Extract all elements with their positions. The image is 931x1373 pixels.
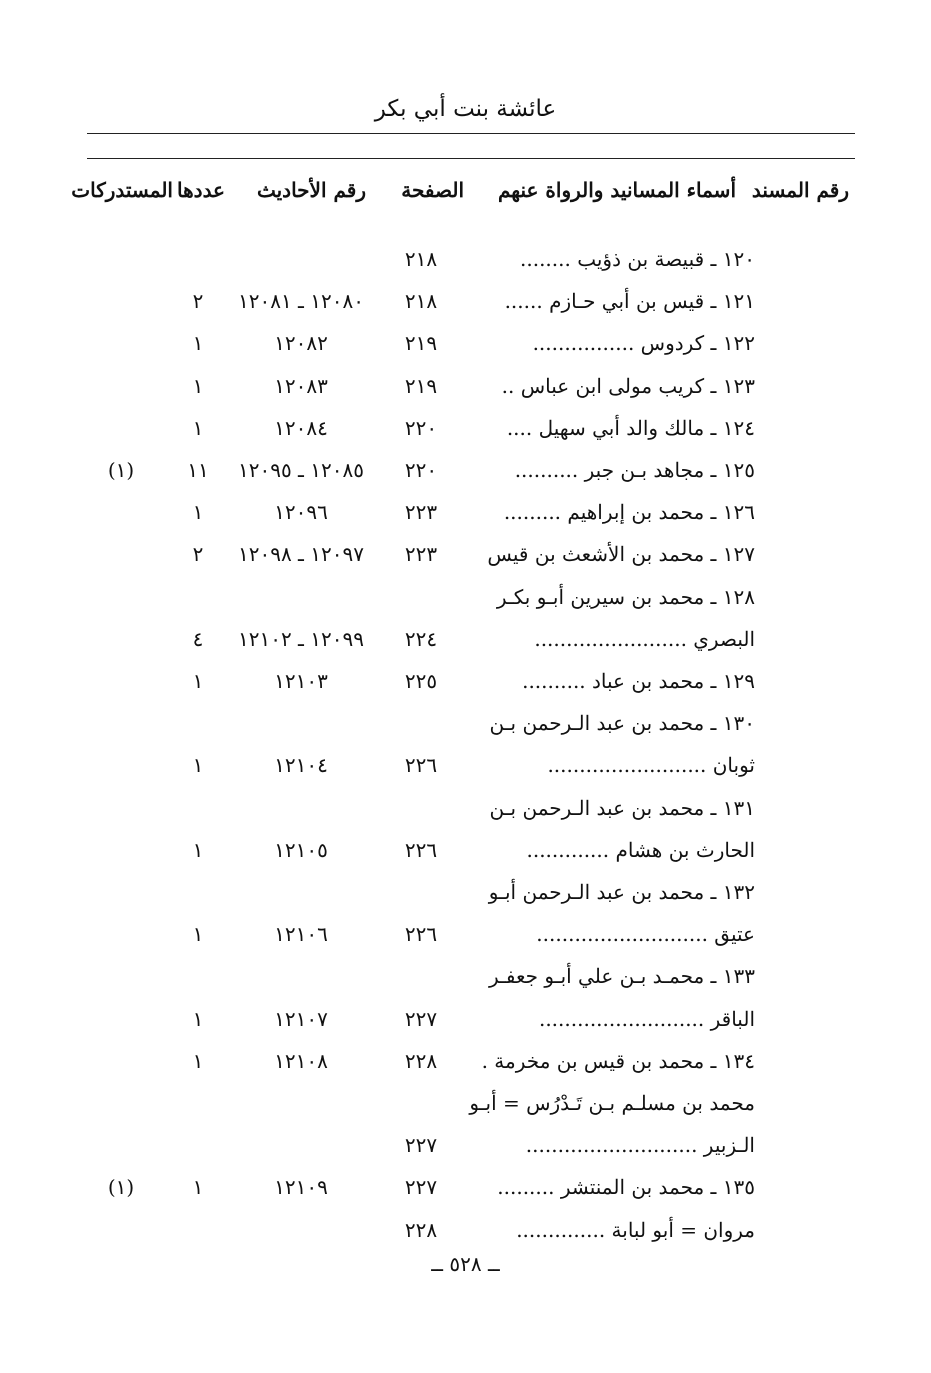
page-ref: ٢٢٣ bbox=[404, 500, 438, 525]
page-ref: ٢١٨ bbox=[404, 247, 438, 271]
hadith-count: ١١ bbox=[187, 458, 209, 482]
entry-name: ١٢١ ـ قيس بن أبي حـازم ...... bbox=[504, 289, 755, 314]
page-ref: ٢٢٧ bbox=[404, 1006, 438, 1031]
hadith-count: ١ bbox=[192, 837, 204, 862]
page-number: ــ ٥٢٨ ــ bbox=[431, 1252, 500, 1276]
table-row bbox=[0, 374, 931, 414]
hadith-numbers: ١٢٠٨٣ bbox=[274, 373, 328, 398]
entry-name: ١٢٣ ـ كريب مولى ابن عباس .. bbox=[501, 373, 755, 398]
table-row bbox=[0, 922, 931, 962]
table-row bbox=[0, 627, 931, 667]
hadith-numbers: ١٢١٠٧ bbox=[274, 1006, 328, 1031]
hadith-count: ١ bbox=[192, 922, 204, 947]
table-row bbox=[0, 331, 931, 371]
entry-name: ١٣٣ ـ محمـد بـن علي أبـو جعفـر bbox=[489, 964, 755, 989]
table-row bbox=[0, 964, 931, 1004]
page-ref: ٢٢٦ bbox=[404, 753, 438, 778]
entry-name: ١٣٤ ـ محمد بن قيس بن مخرمة . bbox=[481, 1048, 755, 1073]
hadith-numbers: ١٢١٠٨ bbox=[274, 1048, 328, 1073]
hadith-count: ١ bbox=[192, 500, 204, 525]
page-ref: ٢١٨ bbox=[404, 289, 438, 314]
hadith-count: ٤ bbox=[192, 626, 204, 651]
hadith-count: ٢ bbox=[192, 542, 204, 567]
hadith-numbers: ١٢١٠٣ bbox=[274, 669, 328, 693]
hadith-numbers: ١٢٠٩٦ bbox=[274, 500, 328, 525]
entry-name: ١٢٥ ـ مجاهد بـن جبر .......... bbox=[514, 458, 755, 482]
table-row bbox=[0, 880, 931, 920]
entry-name: محمد بن مسلـم بـن تَـدْرُس = أبـو bbox=[469, 1091, 755, 1115]
hadith-count: ١ bbox=[192, 1175, 204, 1200]
column-header-names: أسماء المسانيد والرواة عنهم bbox=[497, 178, 736, 202]
entry-name: ١٣٠ ـ محمد بن عبد الـرحمن بـن bbox=[489, 711, 755, 736]
table-row bbox=[0, 542, 931, 582]
entry-name: ١٢٩ ـ محمد بن عباد .......... bbox=[522, 669, 755, 693]
page-ref: ٢٢٦ bbox=[404, 837, 438, 862]
header-rule-bottom bbox=[87, 158, 855, 159]
column-header-page: الصفحة bbox=[401, 178, 464, 202]
hadith-count: ١ bbox=[192, 331, 204, 356]
table-row bbox=[0, 669, 931, 709]
entry-name: الباقر .......................... bbox=[538, 1006, 755, 1031]
table-row bbox=[0, 289, 931, 329]
entry-name: ١٢٦ ـ محمد بن إبراهيم ......... bbox=[503, 500, 755, 525]
hadith-count: ١ bbox=[192, 373, 204, 398]
entry-name: الحارث بن هشام ............. bbox=[526, 837, 755, 862]
table-row bbox=[0, 838, 931, 878]
entry-name: مروان = أبو لبابة .............. bbox=[516, 1217, 755, 1242]
entry-name: ١٢٤ ـ مالك والد أبي سهيل .... bbox=[506, 415, 755, 440]
entry-name: البصري ........................ bbox=[534, 626, 755, 651]
entry-name: ١٣٢ ـ محمد بن عبد الـرحمن أبـو bbox=[488, 880, 755, 904]
hadith-numbers: ١٢٠٨٠ ـ ١٢٠٨١ bbox=[237, 289, 364, 314]
page-ref: ٢٢٣ bbox=[404, 542, 438, 567]
entry-name: ١٢٨ ـ محمد بن سيرين أبـو بكـر bbox=[496, 584, 755, 609]
page-ref: ٢٢٠ bbox=[404, 415, 438, 440]
hadith-count: ١ bbox=[192, 415, 204, 440]
entry-name: الـزبير ........................... bbox=[525, 1133, 755, 1158]
table-row bbox=[0, 796, 931, 836]
page-ref: ٢٢٥ bbox=[404, 669, 438, 693]
entry-name: ١٢٠ ـ قبيصة بن ذؤيب ........ bbox=[520, 247, 755, 271]
hadith-count: ١ bbox=[192, 753, 204, 778]
mustadrak-note: (١) bbox=[107, 458, 135, 482]
table-row bbox=[0, 1133, 931, 1173]
hadith-numbers: ١٢١٠٦ bbox=[274, 922, 328, 947]
page-ref: ٢٢٦ bbox=[404, 922, 438, 947]
table-row bbox=[0, 247, 931, 287]
hadith-numbers: ١٢٠٨٢ bbox=[274, 331, 328, 356]
table-row bbox=[0, 458, 931, 498]
hadith-numbers: ١٢١٠٤ bbox=[274, 753, 328, 778]
entry-name: ١٣٥ ـ محمد بن المنتشر ......... bbox=[497, 1175, 755, 1200]
table-row bbox=[0, 1091, 931, 1131]
hadith-count: ٢ bbox=[192, 289, 204, 314]
table-row bbox=[0, 711, 931, 751]
page-ref: ٢٢٨ bbox=[404, 1217, 438, 1242]
table-row bbox=[0, 416, 931, 456]
table-row bbox=[0, 1049, 931, 1089]
entry-name: ١٣١ ـ محمد بن عبد الـرحمن بـن bbox=[489, 795, 755, 820]
entry-name: ثوبان ......................... bbox=[547, 753, 755, 778]
hadith-count: ١ bbox=[192, 1048, 204, 1073]
column-header-hadith-no: رقم الأحاديث bbox=[256, 178, 366, 202]
hadith-numbers: ١٢٠٩٧ ـ ١٢٠٩٨ bbox=[237, 542, 364, 567]
header-rule-top bbox=[87, 133, 855, 134]
table-row bbox=[0, 1175, 931, 1215]
hadith-count: ١ bbox=[192, 669, 204, 693]
page-ref: ٢٢٨ bbox=[404, 1048, 438, 1073]
hadith-numbers: ١٢٠٨٤ bbox=[274, 415, 328, 440]
hadith-numbers: ١٢٠٩٩ ـ ١٢١٠٢ bbox=[237, 626, 364, 651]
table-row bbox=[0, 500, 931, 540]
page-ref: ٢١٩ bbox=[404, 331, 438, 356]
hadith-numbers: ١٢١٠٩ bbox=[274, 1175, 328, 1200]
table-row bbox=[0, 585, 931, 625]
page-ref: ٢٢٠ bbox=[404, 458, 438, 482]
page-ref: ٢٢٧ bbox=[404, 1133, 438, 1158]
table-row bbox=[0, 753, 931, 793]
mustadrak-note: (١) bbox=[107, 1175, 135, 1200]
entry-name: ١٢٢ ـ كردوس ................ bbox=[532, 331, 755, 356]
column-header-mustadrakat: المستدركات bbox=[71, 178, 173, 202]
column-header-count: عددها bbox=[177, 178, 225, 202]
page-title: عائشة بنت أبي بكر bbox=[374, 96, 557, 122]
page-ref: ٢١٩ bbox=[404, 373, 438, 398]
table-row bbox=[0, 1007, 931, 1047]
hadith-count: ١ bbox=[192, 1006, 204, 1031]
entry-name: ١٢٧ ـ محمد بن الأشعث بن قيس bbox=[487, 542, 755, 567]
hadith-numbers: ١٢١٠٥ bbox=[274, 837, 328, 862]
entry-name: عتيق ........................... bbox=[536, 922, 755, 947]
hadith-numbers: ١٢٠٨٥ ـ ١٢٠٩٥ bbox=[237, 458, 364, 482]
page-ref: ٢٢٧ bbox=[404, 1175, 438, 1200]
page-ref: ٢٢٤ bbox=[404, 626, 438, 651]
column-header-musnad-no: رقم المسند bbox=[751, 178, 849, 202]
